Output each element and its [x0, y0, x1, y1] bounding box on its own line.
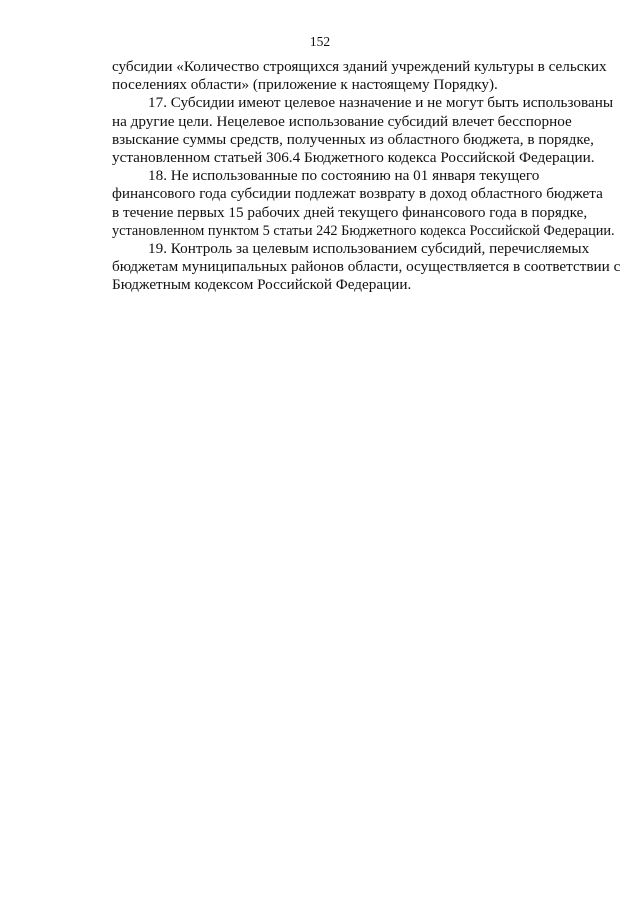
text-line: бюджетам муниципальных районов области, осуществляется в соответствии с	[112, 258, 621, 276]
text-line: 17. Субсидии имеют целевое назначение и не могут быть использованы	[148, 94, 614, 112]
text-line: субсидии «Количество строящихся зданий учреждений культуры в сельских	[112, 58, 607, 75]
paragraph-continuation	[112, 58, 607, 94]
text-line: финансового года субсидии подлежат возврату в доход областного бюджета	[112, 185, 603, 203]
text-line: в течение первых 15 рабочих дней текущего финансового года в порядке,	[112, 203, 588, 221]
text-line: 19. Контроль за целевым использованием субсидий, перечисляемых	[148, 240, 590, 258]
text-line: поселениях области» (приложение к настоящему Порядку).	[112, 76, 498, 94]
text-line: взыскание суммы средств, полученных из областного бюджета, в порядке,	[112, 130, 594, 148]
paragraph-19	[112, 240, 621, 295]
paragraph-17	[112, 94, 614, 167]
text-line: Бюджетным кодексом Российской Федерации.	[112, 276, 412, 294]
paragraph-18	[112, 167, 615, 240]
text-line: 18. Не использованные по состоянию на 01 января текущего	[148, 167, 540, 185]
page-number: 152	[309, 34, 331, 49]
text-line: установленном статьей 306.4 Бюджетного кодекса Российской Федерации.	[112, 149, 595, 167]
text-line: установленном пунктом 5 статьи 242 Бюджетного кодекса Российской Федерации.	[112, 222, 615, 239]
document-body	[112, 58, 621, 295]
text-line: на другие цели. Нецелевое использование субсидий влечет бесспорное	[112, 112, 572, 130]
